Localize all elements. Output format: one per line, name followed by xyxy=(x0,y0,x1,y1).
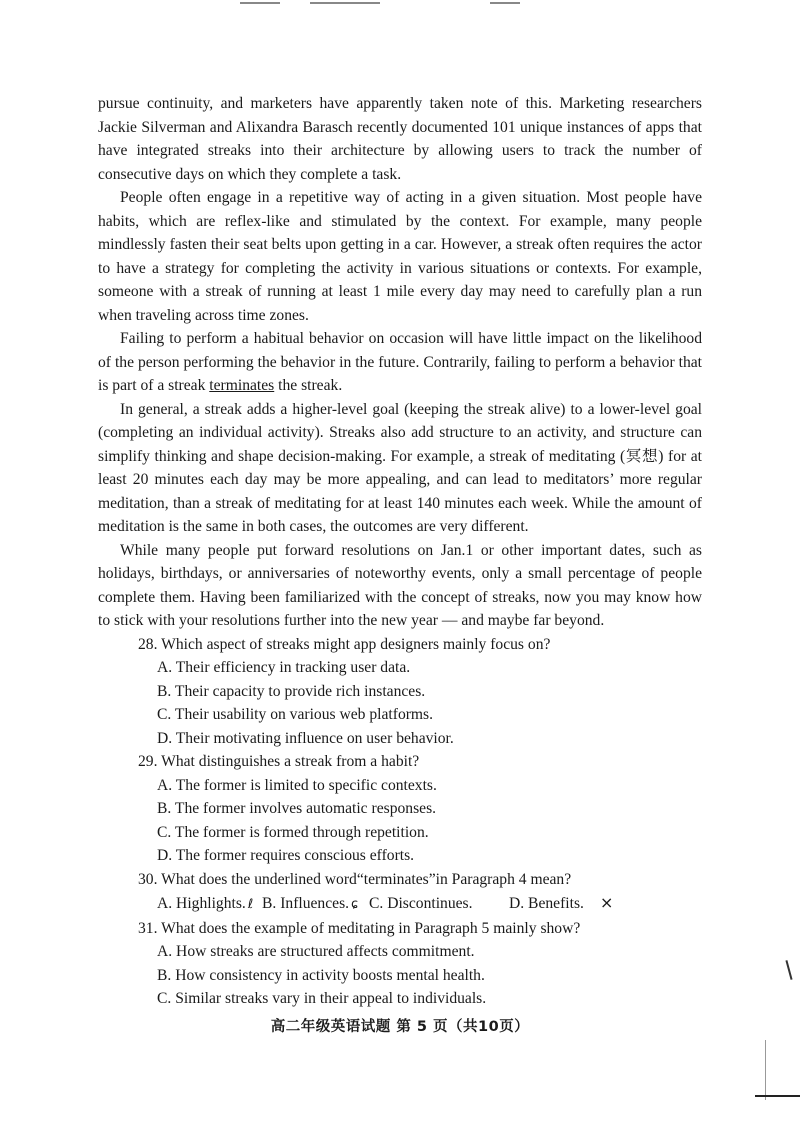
question-stem: 31. What does the example of meditating in Paragraph 5 mainly show? xyxy=(138,919,581,937)
option-c: C. The former is formed through repetition. xyxy=(157,823,429,841)
option-c: C. Similar streaks vary in their appeal to individuals. xyxy=(157,990,487,1007)
option-b-wrap xyxy=(262,892,369,917)
scan-edge-line xyxy=(765,1040,766,1100)
question-28 xyxy=(98,633,702,751)
question-30 xyxy=(98,868,702,917)
paragraph-2: People often engage in a repetitive way of acting in a given situation. Most people have habits, which are reflex-like and stimulated by the context. For example, many people mindlessly fasten their seat belts upon getting in a car. However, a streak often requires the actor to have a strategy for completing the activity in various situations or contexts. For example, someone with a streak of running at least 1 mile every day may need to carefully plan a run when traveling across time zones. xyxy=(98,189,702,324)
option-b: B. The former involves automatic responses. xyxy=(157,800,437,817)
option-c: C. Discontinues. xyxy=(369,895,473,912)
scan-edge-mark xyxy=(785,960,792,980)
question-29 xyxy=(98,750,702,868)
option-d: D. The former requires conscious efforts. xyxy=(157,847,415,864)
option-a: A. Their efficiency in tracking user data. xyxy=(157,659,411,676)
paragraph-5: While many people put forward resolutions on Jan.1 or other important dates, such as holidays, birthdays, or anniversaries of noteworthy events, only a small percentage of people complete them. Having been familiarized with the concept of streaks, now you may know how to stick with your resolutions further into the new year — and maybe far beyond. xyxy=(98,541,702,629)
underlined-word: terminates xyxy=(209,377,275,394)
option-d-wrap xyxy=(509,891,613,916)
question-31 xyxy=(98,917,702,1011)
option-b: B. Influences. xyxy=(262,895,350,912)
paragraph-1-continued: pursue continuity, and marketers have apparently taken note of this. Marketing researchers Jackie Silverman and Alixandra Barasch recently documented 101 unique instances of apps that have integrated streaks into their architecture by allowing users to track the number of consecutive days on which they complete a task. xyxy=(98,95,702,183)
option-d: D. Their motivating influence on user behavior. xyxy=(157,729,454,747)
question-stem: 30. What does the underlined word“terminates”in Paragraph 4 mean? xyxy=(138,870,572,888)
scan-corner-line xyxy=(755,1095,800,1097)
option-b: B. How consistency in activity boosts mental health. xyxy=(157,966,485,984)
option-a: A. How streaks are structured affects commitment. xyxy=(157,943,475,960)
question-stem: 28. Which aspect of streaks might app designers mainly focus on? xyxy=(138,635,551,653)
paragraph-3 xyxy=(98,327,702,398)
paragraph-3-text-a: Failing to perform a habitual behavior on occasion will have little impact on the likelihood of the person performing the behavior in the future. Contrarily, failing to perform a behavior that is part of a streak xyxy=(98,330,702,394)
question-stem: 29. What distinguishes a streak from a habit? xyxy=(138,753,420,770)
reading-passage xyxy=(98,92,702,1011)
option-b: B. Their capacity to provide rich instances. xyxy=(157,682,426,700)
cross-mark-icon: × xyxy=(599,893,614,912)
option-a-wrap xyxy=(157,892,262,917)
option-d: D. Benefits. xyxy=(509,895,584,912)
scan-top-marks xyxy=(240,0,560,6)
page-footer: 高二年级英语试题 第 5 页（共10页） xyxy=(270,1019,530,1035)
pen-mark-icon: ℓ xyxy=(247,897,254,912)
paragraph-3-text-b: the streak. xyxy=(274,377,343,394)
pen-mark-icon: ɕ xyxy=(351,897,359,912)
option-a: A. The former is limited to specific contexts. xyxy=(157,776,437,794)
option-a: A. Highlights. xyxy=(157,895,246,912)
paragraph-4: In general, a streak adds a higher-level goal (keeping the streak alive) to a lower-level goal (completing an individual activity). Streaks also add structure to an activity, and structure can simplify thinking and shape decision-making. For example, a streak of meditating (冥想) for at least 20 minutes each day may be more appealing, and can lead to meditators’ more regular meditation, than a streak of meditating for at least 140 minutes each week. While the amount of meditation is the same in both cases, the outcomes are very different. xyxy=(98,400,702,535)
option-row xyxy=(98,891,702,917)
option-c: C. Their usability on various web platforms. xyxy=(157,706,434,723)
